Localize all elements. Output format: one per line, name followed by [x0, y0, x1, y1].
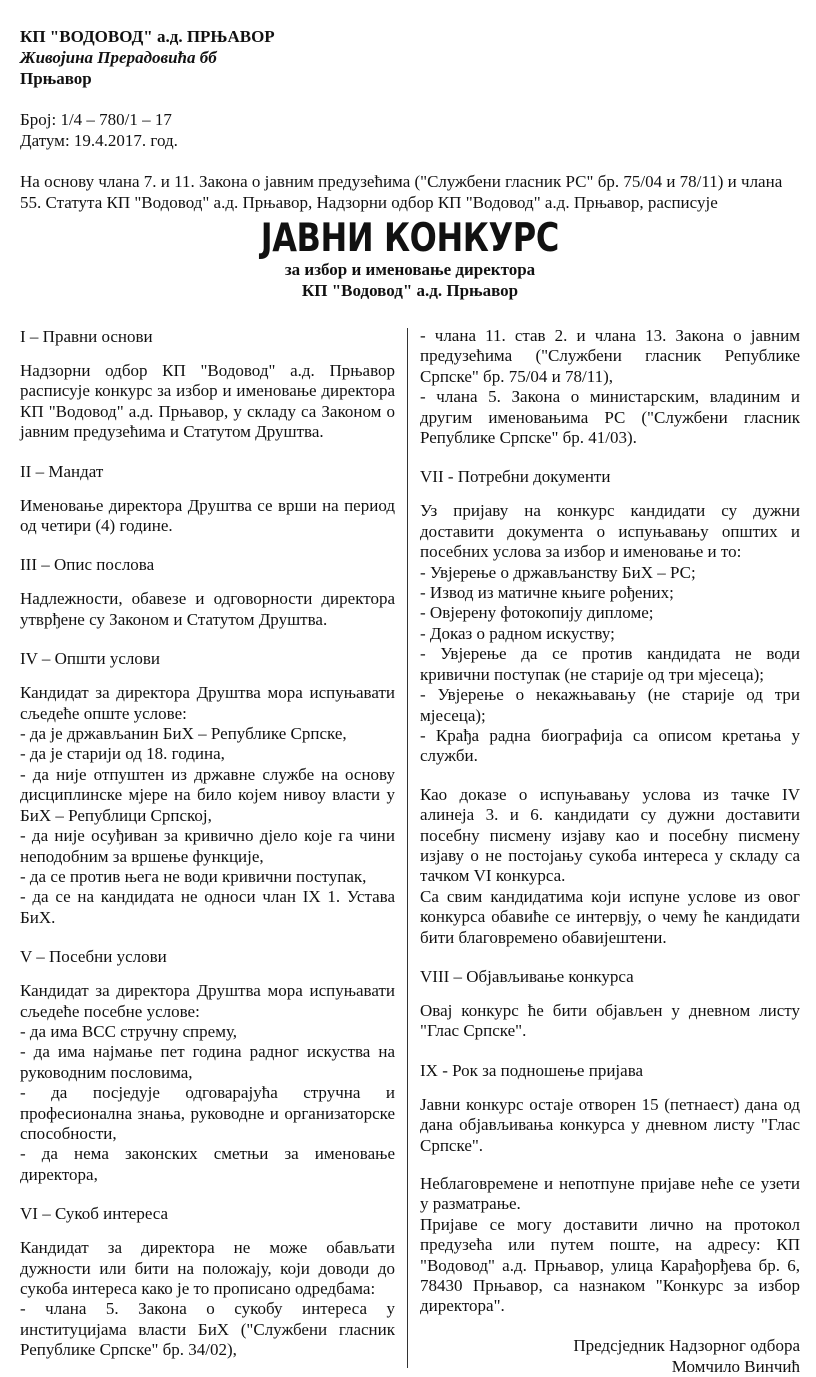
- list-item: - Крађа радна биографија са описом кретања у служби.: [420, 725, 800, 766]
- section-heading-6: VI – Сукоб интереса: [20, 1204, 169, 1224]
- list-item: - да је старији од 18. година,: [20, 744, 225, 764]
- list-item: - да није отпуштен из државне службе на основу дисциплинске мјере на било којем нивоу власти у БиХ – Републици Српској,: [20, 764, 395, 825]
- signature-name: Момчило Винчић: [671, 1356, 800, 1376]
- section-text-1: Надзорни одбор КП "Водовод" а.д. Прњавор расписује конкурс за избор и именовање директора КП "Водовод" а.д. Прњавор, у складу са Законом о јавним предузећима и Статутом Друштва.: [20, 361, 395, 442]
- list-item: - Овјерену фотокопију дипломе;: [420, 603, 654, 623]
- list-item: - Увјерење о некажњавању (не старије од три мјесеца);: [420, 685, 800, 725]
- title-block: [20, 216, 800, 301]
- section-heading-3: III – Опис послова: [20, 555, 155, 575]
- intro-paragraph: На основу члана 7. и 11. Закона о јавним предузећима ("Службени гласник РС" бр. 75/04 и 78/11) и члана 55. Статута КП "Водовод" а.д. Прњавор, Надзорни одбор КП "Водовод" а.д. Прњавор, расписује: [20, 172, 783, 212]
- interview-paragraph: Са свим кандидатима који испуне услове из овог конкурса обавиће се интервју, о чему ће кандидати бити благовремено обавијештени.: [420, 886, 800, 947]
- section-text-8: Овај конкурс ће бити објављен у дневном листу "Глас Српске".: [420, 1000, 800, 1041]
- section-intro-6: Кандидат за директора не може обављати дужности или бити на положају, који доводи до сукоба интереса како је то прописано одредбама:: [20, 1238, 395, 1298]
- column-divider: [407, 328, 408, 1368]
- section-text-9: Јавни конкурс остаје отворен 15 (петнаест) дана од дана објављивања конкурса у дневном листу "Глас Српске".: [420, 1094, 800, 1155]
- subtitle-line-1: за избор и именовање директора: [284, 260, 536, 279]
- company-name: КП "ВОДОВОД" а.д. ПРЊАВОР: [20, 27, 275, 46]
- document-meta: [20, 109, 800, 151]
- section-heading-2: II – Мандат: [20, 461, 104, 481]
- submission-paragraph: Пријаве се могу доставити лично на протокол предузећа или путем поште, на адресу: КП "Водовод" а.д. Прњавор, улица Карађорђева бр. 6, 78430 Прњавор, са назнаком "Конкурс за избор директора".: [420, 1214, 800, 1316]
- list-item: - члана 11. став 2. и члана 13. Закона о јавним предузећима ("Службени гласник Републике Српске" бр. 75/04 и 78/11),: [420, 326, 800, 386]
- list-item: - да нема законских сметњи за именовање директора,: [20, 1144, 395, 1184]
- list-item: - Извод из матичне књиге рођених;: [420, 583, 674, 603]
- section-heading-7: VII - Потребни документи: [420, 467, 611, 487]
- list-item: - да посједује одговарајућа стручна и професионална знања, руководне и организаторске способности,: [20, 1083, 395, 1143]
- section-intro-7: Уз пријаву на конкурс кандидати су дужни доставити документа о испуњавању општих и посебних услова за избор и именовање и то:: [420, 501, 800, 562]
- list-item: - Увјерење да се против кандидата не води кривични поступак (не старије од три мјесеца);: [420, 644, 800, 684]
- section-heading-4: IV – Општи услови: [20, 649, 161, 669]
- announcement-page: [20, 26, 800, 1376]
- section-heading-5: V – Посебни услови: [20, 947, 167, 967]
- section-intro-5: Кандидат за директора Друштва мора испуњавати сљедеће посебне услове:: [20, 981, 395, 1021]
- document-number: Број: 1/4 – 780/1 – 17: [20, 110, 172, 129]
- list-item: - да је држављанин БиХ – Републике Српске,: [20, 724, 347, 744]
- list-item: - да има најмање пет година радног искуства на руководним пословима,: [20, 1042, 395, 1082]
- page-title: ЈАВНИ КОНКУРС: [260, 216, 560, 261]
- list-item: - Увјерење о држављанству БиХ – РС;: [420, 562, 696, 582]
- document-date: Датум: 19.4.2017. год.: [20, 131, 178, 150]
- section-heading-9: IX - Рок за подношење пријава: [420, 1060, 644, 1080]
- list-item: - члана 5. Закона о сукобу интереса у институцијама власти БиХ ("Службени гласник Републике Српске" бр. 34/02),: [20, 1299, 395, 1360]
- company-address: Живојина Прерадовића бб: [20, 48, 217, 67]
- section-intro-4: Кандидат за директора Друштва мора испуњавати сљедеће опште услове:: [20, 683, 395, 723]
- late-applications-paragraph: Неблаговремене и непотпуне пријаве неће се узети у разматрање.: [420, 1174, 800, 1214]
- section-text-3: Надлежности, обавезе и одговорности директора утврђене су Законом и Статутом Друштва.: [20, 589, 395, 629]
- list-item: - Доказ о радном искуству;: [420, 623, 615, 643]
- section-heading-1: I – Правни основи: [20, 327, 153, 346]
- section-heading-8: VIII – Објављивање конкурса: [420, 966, 634, 986]
- two-column-body: [20, 326, 800, 1376]
- left-column: [20, 326, 395, 1361]
- company-city: Прњавор: [20, 69, 92, 88]
- signature-title: Предсједник Надзорног одбора: [573, 1335, 800, 1355]
- list-item: - да није осуђиван за кривично дјело које га чини неподобним за вршење функције,: [20, 826, 395, 866]
- list-item: - да се против њега не води кривични поступак,: [20, 866, 367, 886]
- right-column: [420, 326, 800, 1377]
- proof-paragraph: Као доказе о испуњавању услова из тачке IV алинеја 3. и 6. кандидати су дужни доставити посебну писмену изјаву као и посебну писмену изјаву о не постојању сукоба интереса у складу са тачком VI конкурса.: [420, 784, 800, 886]
- list-item: - да се на кандидата не односи члан IX 1. Устава БиХ.: [20, 887, 395, 927]
- list-item: - да има ВСС стручну спрему,: [20, 1021, 238, 1041]
- subtitle-line-2: КП "Водовод" а.д. Прњавор: [301, 281, 519, 300]
- list-item: - члана 5. Закона о министарским, владиним и другим именовањима РС ("Службени гласник Републике Српске" бр. 41/03).: [420, 387, 800, 448]
- section-text-2: Именовање директора Друштва се врши на период од четири (4) године.: [20, 495, 395, 536]
